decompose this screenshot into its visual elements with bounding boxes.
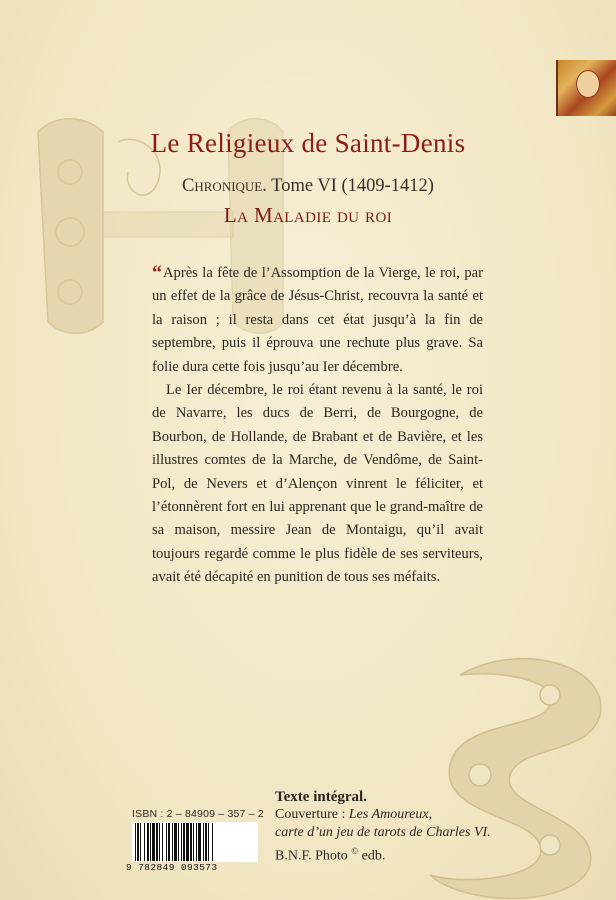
thumbnail-figure-icon: [576, 70, 600, 98]
quote-mark-icon: “: [152, 262, 162, 284]
volume-label: Tome VI (1409-1412): [266, 176, 434, 196]
credits-line-2: carte d’un jeu de tarots de Charles VI.: [275, 825, 491, 840]
credits-line-3: [275, 842, 515, 866]
credits-line-1: [275, 806, 515, 824]
credits-heading: Texte intégral.: [275, 789, 367, 805]
quote-paragraph-1-text: Après la fête de l’Assomption de la Vierge, le roi, par un effet de la grâce de Jésus-Christ, recouvra la santé et la raison ; il resta dans cet état jusqu’à la fin de septembre, puis il éprouva une rechute plus grave. Sa folie dura cette fois jusqu’au Ier décembre.: [152, 265, 483, 375]
cover-title: Les Amoureux,: [348, 807, 433, 822]
photo-credit-end: edb.: [358, 848, 386, 864]
cover-painting-thumbnail: [556, 60, 616, 116]
isbn-label: ISBN : 2 – 84909 – 357 – 2: [132, 808, 264, 820]
photo-credit: B.N.F. Photo: [275, 848, 352, 864]
book-title: Le Religieux de Saint-Denis: [150, 128, 466, 158]
credits-block: [275, 788, 515, 866]
copyright-icon: ©: [351, 846, 359, 856]
book-volume-line: [0, 176, 616, 197]
cover-label: Couverture :: [275, 807, 349, 822]
quote-paragraph-2: Le Ier décembre, le roi étant revenu à la santé, le roi de Navarre, les ducs de Berri, de Bourgogne, de Bourbon, de Hollande, de Brabant et de Bavière, et les illustres comtes de la Marche, de Vendôme, de Saint-Pol, de Nevers et d’Alençon vinrent le féliciter, et l’étonnèrent fort en lui apprenant que le grand-maître de sa maison, messire Jean de Montaigu, qu’il avait toujours regardé comme le plus fidèle de ses serviteurs, avait été décapité en punition de tous ses méfaits.: [152, 382, 483, 586]
book-subtitle: La Maladie du roi: [223, 203, 393, 227]
quote-paragraph-1: [152, 262, 483, 379]
blurb-quote: [152, 262, 483, 590]
barcode-digits: 9 782849 093573: [126, 862, 218, 873]
chronique-label: Chronique.: [182, 176, 267, 196]
barcode-icon: [132, 822, 258, 862]
